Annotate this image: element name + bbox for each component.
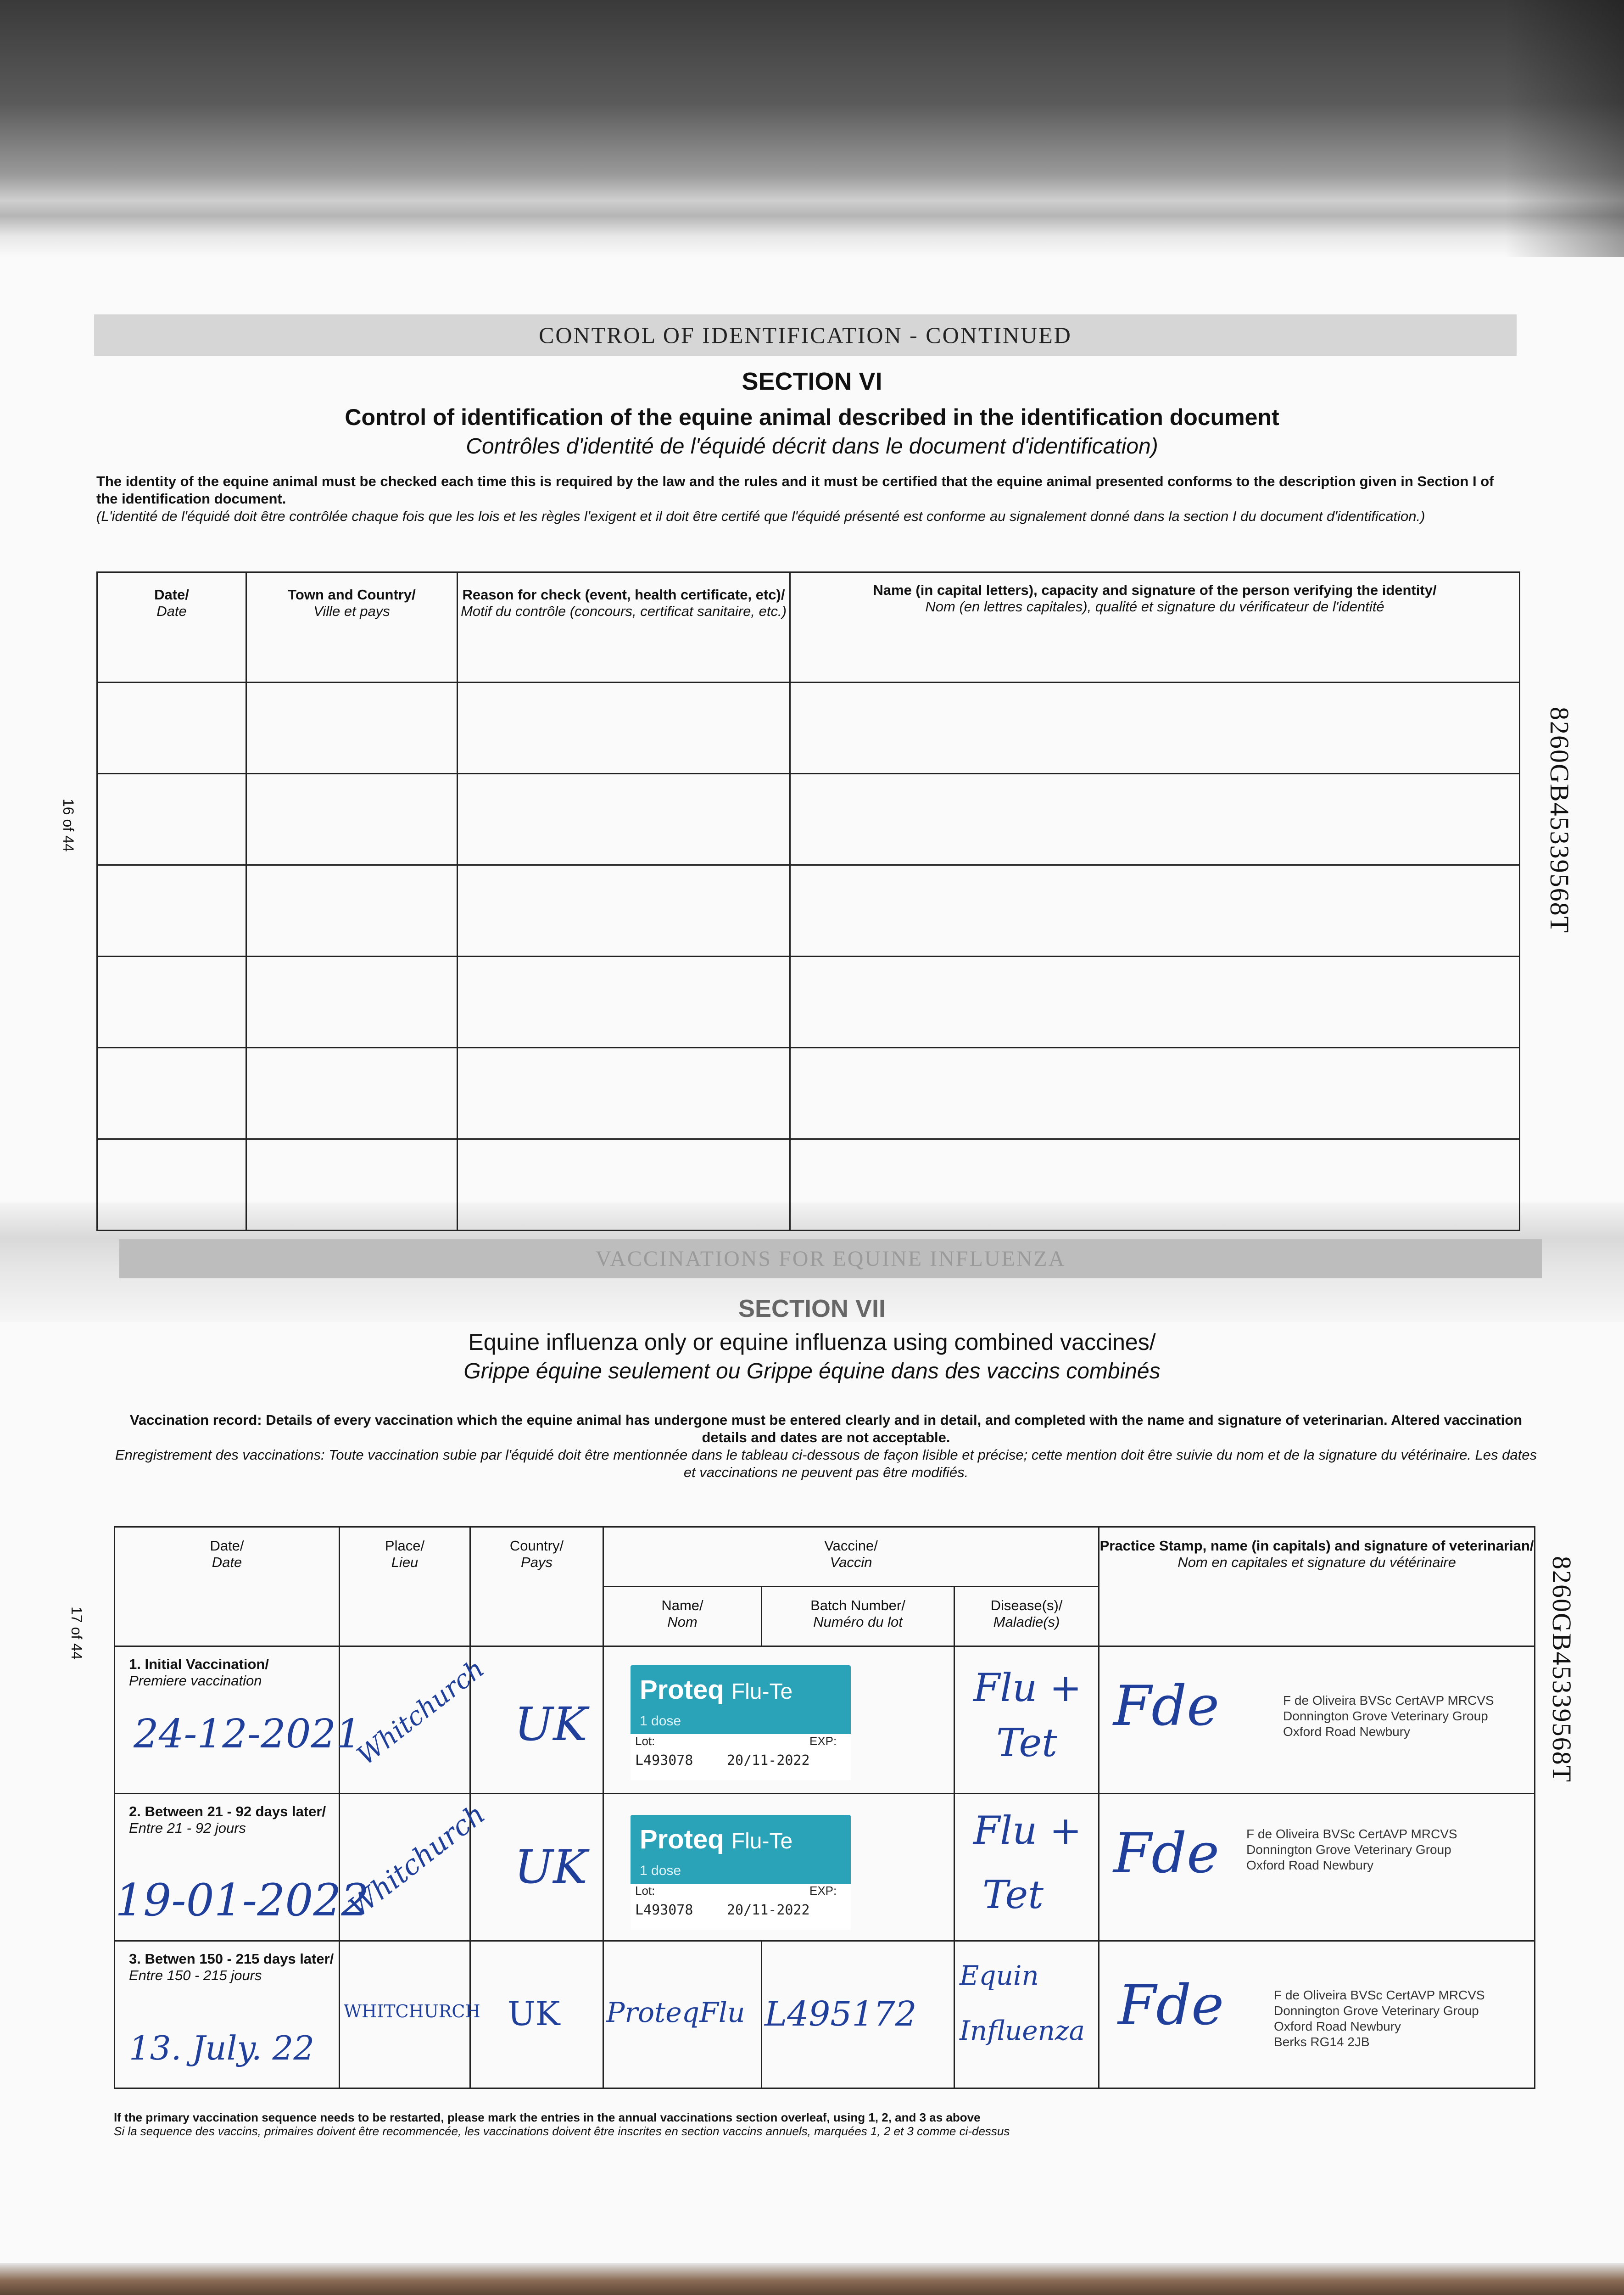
col-country (470, 1527, 603, 1646)
stamp-line: Oxford Road Newbury (1274, 2019, 1401, 2033)
footnote (114, 2110, 1536, 2138)
col-batch-fr: Numéro du lot (813, 1614, 903, 1630)
col-place (340, 1527, 470, 1646)
batch-number: L495172 (765, 1994, 917, 2034)
exp-label: EXP: (809, 1884, 837, 1898)
row-label (129, 1803, 326, 1836)
practice-stamp (1246, 1826, 1457, 1873)
section-intro (96, 473, 1519, 525)
col-vaccine-fr: Vaccin (830, 1554, 872, 1570)
section-title: SECTION VII (738, 1295, 886, 1322)
col-name-fr: Nom (667, 1614, 698, 1630)
country-cell (470, 1941, 603, 2088)
disease-cell (954, 1646, 1099, 1794)
section-heading-fr: Contrôles d'identité de l'équidé décrit dans le document d'identification) (466, 434, 1158, 459)
col-batch-en: Batch Number/ (810, 1597, 905, 1613)
col-stamp-fr: Nom en capitales et signature du vétérinaire (1178, 1554, 1456, 1570)
scan-edge-bottom (0, 2263, 1624, 2295)
place-cell (340, 1941, 480, 2088)
col-date-en: Date/ (154, 587, 189, 603)
date-cell (115, 1646, 361, 1794)
date-cell (115, 1794, 369, 1941)
stamp-cell (1099, 1646, 1535, 1794)
col-name-en: Name/ (661, 1597, 703, 1613)
disease-value: Tet (996, 1720, 1057, 1765)
col-disease (954, 1587, 1099, 1646)
col-date (97, 572, 246, 683)
place-value: Whitchurch (352, 1653, 490, 1771)
col-date-en: Date/ (210, 1538, 244, 1554)
disease-cell (954, 1794, 1099, 1941)
col-vaccine-name (603, 1587, 762, 1646)
practice-stamp (1274, 1987, 1485, 2050)
page-number: 17 of 44 (68, 1606, 85, 1660)
identity-check-table (96, 571, 1520, 1231)
table-row (97, 1139, 1520, 1231)
vet-signature: Fde (1113, 1822, 1220, 1886)
disease-value: Flu + (973, 1808, 1082, 1853)
col-date-fr: Date (156, 603, 187, 619)
lot-label: Lot: (635, 1734, 655, 1748)
row-label-en: 1. Initial Vaccination/ (129, 1656, 269, 1672)
table-row (97, 1048, 1520, 1139)
row-label-fr: Entre 21 - 92 jours (129, 1820, 246, 1836)
col-verifier-fr: Nom (en lettres capitales), qualité et signature du vérificateur de l'identité (925, 599, 1384, 615)
country-value: UK (514, 1840, 587, 1894)
stamp-line: Oxford Road Newbury (1246, 1858, 1374, 1872)
section-intro (115, 1411, 1537, 1481)
lot-number: L493078 (635, 1902, 693, 1918)
place-cell (340, 1794, 491, 1941)
disease-value: Influenza (960, 2015, 1085, 2046)
exp-label: EXP: (809, 1734, 837, 1748)
vaccine-name: ProteqFlu (606, 1997, 745, 2029)
stamp-line: F de Oliveira BVSc CertAVP MRCVS (1274, 1988, 1485, 2002)
lot-number: L493078 (635, 1752, 693, 1769)
col-verifier (790, 572, 1520, 683)
intro-text-fr: Enregistrement des vaccinations: Toute vaccination subie par l'équidé doit être mentionnée dans le tableau ci-dessous de façon lisible et précise; cette mention doit être suivie du nom et de la signature du vétérinaire. Les dates et vaccinations ne peuvent pas être modifiés. (115, 1447, 1537, 1480)
page-number: 16 of 44 (60, 799, 77, 852)
col-stamp-en: Practice Stamp, name (in capitals) and signature of veterinarian/ (1099, 1538, 1534, 1554)
col-town (246, 572, 458, 683)
col-town-fr: Ville et pays (313, 603, 390, 619)
country-value: UK (514, 1697, 587, 1751)
stamp-line: Donnington Grove Veterinary Group (1274, 2004, 1479, 2018)
col-town-en: Town and Country/ (288, 587, 416, 603)
row-label-en: 2. Between 21 - 92 days later/ (129, 1803, 326, 1819)
intro-text: The identity of the equine animal must be checked each time this is required by the law and the rules and it must be certified that the equine animal presented conforms to the description given in Section I of the identification document. (96, 473, 1494, 507)
side-code: 8260GB45339568T (1545, 707, 1574, 934)
intro-text: Vaccination record: Details of every vaccination which the equine animal has undergone must be entered clearly and in detail, and completed with the name and signature of veterinarian. Altered vaccination details and dates are not acceptable. (129, 1412, 1523, 1445)
col-vaccine (603, 1527, 1099, 1587)
place-value: WHITCHURCH (344, 2001, 480, 2021)
disease-value: Tet (982, 1872, 1044, 1917)
col-reason (458, 572, 790, 683)
vaccine-dose: 1 dose (640, 1713, 681, 1729)
col-verifier-en: Name (in capital letters), capacity and signature of the person verifying the identity/ (873, 582, 1437, 598)
batch-cell (762, 1941, 954, 2088)
vaccine-type: Flu-Te (731, 1829, 793, 1853)
table-row (97, 683, 1520, 774)
footnote-fr: Si la sequence des vaccins, primaires doivent être recommencée, les vaccinations doivent être inscrites en section vaccins annuels, marquées 1, 2 et 3 comme ci-dessus (114, 2124, 1010, 2138)
vet-signature: Fde (1118, 1974, 1224, 2038)
section-heading-fr: Grippe équine seulement ou Grippe équine dans des vaccins combinés (463, 1359, 1161, 1383)
table-row (97, 865, 1520, 957)
disease-value: Equin (960, 1960, 1039, 1991)
section-heading: Equine influenza only or equine influenza using combined vaccines/ (468, 1329, 1156, 1355)
col-reason-fr: Motif du contrôle (concours, certificat sanitaire, etc.) (461, 603, 787, 619)
section-title: SECTION VI (742, 368, 882, 395)
col-date (115, 1527, 340, 1646)
vaccine-sticker (631, 1815, 851, 1918)
stamp-line: F de Oliveira BVSc CertAVP MRCVS (1246, 1827, 1457, 1841)
col-country-en: Country/ (509, 1538, 564, 1554)
stamp-line: F de Oliveira BVSc CertAVP MRCVS (1283, 1693, 1494, 1707)
table-row (97, 774, 1520, 865)
side-code: 8260GB45339568T (1547, 1556, 1577, 1783)
lot-label: Lot: (635, 1884, 655, 1898)
scan-shadow-top (0, 0, 1624, 257)
expiry-date: 20/11-2022 (727, 1752, 810, 1769)
place-cell (340, 1646, 490, 1794)
country-cell (470, 1794, 603, 1941)
vaccine-brand: Proteq (640, 1825, 724, 1854)
practice-stamp (1283, 1693, 1494, 1740)
section-banner: CONTROL OF IDENTIFICATION - CONTINUED (94, 314, 1517, 356)
table-row (115, 1941, 1535, 2088)
table-row (115, 1794, 1535, 1941)
row-label-fr: Premiere vaccination (129, 1673, 262, 1689)
stamp-cell (1099, 1794, 1535, 1941)
disease-cell (954, 1941, 1099, 2088)
col-place-fr: Lieu (391, 1554, 419, 1570)
vaccine-dose: 1 dose (640, 1863, 681, 1878)
col-place-en: Place/ (385, 1538, 425, 1554)
row-label (129, 1951, 334, 1984)
stamp-cell (1099, 1941, 1535, 2088)
col-disease-fr: Maladie(s) (993, 1614, 1060, 1630)
table-row (115, 1646, 1535, 1794)
date-value: 24-12-2021 (134, 1711, 361, 1757)
col-disease-en: Disease(s)/ (990, 1597, 1063, 1613)
stamp-line: Berks RG14 2JB (1274, 2035, 1370, 2049)
row-label-fr: Entre 150 - 215 jours (129, 1967, 262, 1983)
vaccine-brand: Proteq (640, 1675, 724, 1705)
col-date-fr: Date (212, 1554, 242, 1570)
col-vaccine-en: Vaccine/ (824, 1538, 878, 1554)
col-stamp (1099, 1527, 1535, 1646)
vet-signature: Fde (1113, 1674, 1220, 1738)
table-row (97, 957, 1520, 1048)
footnote-en: If the primary vaccination sequence needs to be restarted, please mark the entries in the annual vaccinations section overleaf, using 1, 2, and 3 as above (114, 2110, 981, 2124)
date-value: 19-01-2022 (115, 1875, 369, 1926)
row-label (129, 1656, 269, 1689)
stamp-line: Oxford Road Newbury (1283, 1724, 1411, 1739)
disease-value: Flu + (973, 1665, 1082, 1710)
section-heading: Control of identification of the equine animal described in the identification document (345, 404, 1279, 430)
col-batch (762, 1587, 954, 1646)
vaccine-label-cell (603, 1794, 954, 1941)
stamp-line: Donnington Grove Veterinary Group (1283, 1709, 1488, 1723)
intro-text-fr: (L'identité de l'équidé doit être contrôlée chaque fois que les lois et les règles l'exigent et il doit être certifé que l'équidé présenté est conforme au signalement donné dans la section I du document d'identification.) (96, 508, 1425, 524)
date-value: 13. July. 22 (129, 2029, 315, 2067)
place-value: Whitchurch (343, 1798, 491, 1924)
vaccine-label-cell (603, 1646, 954, 1794)
country-cell (470, 1646, 603, 1794)
vaccine-name-cell (603, 1941, 762, 2088)
vaccine-type: Flu-Te (731, 1679, 793, 1704)
stamp-line: Donnington Grove Veterinary Group (1246, 1842, 1451, 1857)
date-cell (115, 1941, 340, 2088)
section-banner: VACCINATIONS FOR EQUINE INFLUENZA (119, 1239, 1542, 1278)
vaccination-table (114, 1526, 1535, 2089)
country-value: UK (508, 1994, 560, 2033)
row-label-en: 3. Betwen 150 - 215 days later/ (129, 1951, 334, 1967)
expiry-date: 20/11-2022 (727, 1902, 810, 1918)
col-reason-en: Reason for check (event, health certificate, etc)/ (462, 587, 785, 603)
col-country-fr: Pays (521, 1554, 552, 1570)
vaccine-sticker (631, 1665, 851, 1769)
